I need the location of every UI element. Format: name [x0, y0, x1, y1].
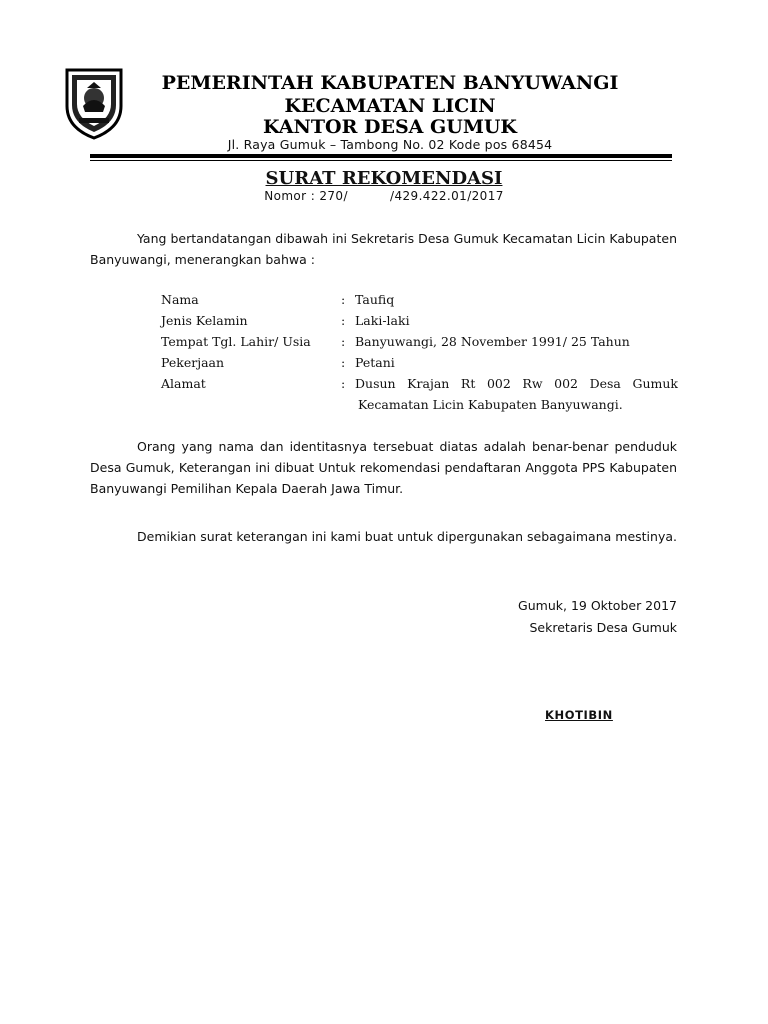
identity-separator: : — [341, 292, 346, 307]
identity-row-birth — [161, 334, 681, 355]
body-text: Orang yang nama dan identitasnya tersebuat diatas adalah benar-benar penduduk Desa Gumuk, Keterangan ini dibuat Untuk rekomendasi pendaftaran Anggota PPS Kabupaten Banyuwangi Pemilihan Kepala Daerah Jawa Timur. — [90, 439, 677, 496]
signatory-name: KHOTIBIN — [545, 708, 613, 722]
closing-paragraph — [90, 526, 677, 547]
letterhead-divider-thin — [90, 160, 672, 161]
body-paragraph — [90, 436, 677, 499]
identity-row-gender — [161, 313, 681, 334]
letter-title: SURAT REKOMENDASI — [265, 168, 503, 189]
identity-label: Tempat Tgl. Lahir/ Usia — [161, 334, 311, 349]
identity-label: Alamat — [161, 376, 206, 391]
identity-row-address-cont — [161, 397, 681, 418]
identity-value-continuation: Kecamatan Licin Kabupaten Banyuwangi. — [358, 397, 623, 412]
signature-role: Sekretaris Desa Gumuk — [529, 620, 677, 635]
identity-value: Dusun Krajan Rt 002 Rw 002 Desa Gumuk — [355, 376, 678, 391]
letterhead-office: KANTOR DESA GUMUK — [263, 116, 517, 138]
identity-value: Laki-laki — [355, 313, 410, 328]
identity-label: Nama — [161, 292, 199, 307]
letterhead-district: KECAMATAN LICIN — [284, 95, 496, 117]
identity-separator: : — [341, 334, 346, 349]
identity-label: Jenis Kelamin — [161, 313, 248, 328]
identity-separator: : — [341, 376, 346, 391]
identity-row-address — [161, 376, 681, 397]
identity-separator: : — [341, 355, 346, 370]
identity-value: Taufiq — [355, 292, 395, 307]
letter-number: Nomor : 270/ /429.422.01/2017 — [264, 189, 504, 203]
letterhead-divider-thick — [90, 154, 672, 158]
identity-value: Petani — [355, 355, 395, 370]
closing-text: Demikian surat keterangan ini kami buat untuk dipergunakan sebagaimana mestinya. — [137, 529, 677, 544]
letterhead-address: Jl. Raya Gumuk – Tambong No. 02 Kode pos 68454 — [227, 137, 553, 152]
signature-place-date: Gumuk, 19 Oktober 2017 — [518, 598, 677, 613]
letterhead-government: PEMERINTAH KABUPATEN BANYUWANGI — [161, 72, 619, 94]
regency-crest-icon — [63, 66, 125, 140]
intro-paragraph — [90, 228, 677, 270]
identity-separator: : — [341, 313, 346, 328]
identity-value: Banyuwangi, 28 November 1991/ 25 Tahun — [355, 334, 630, 349]
identity-label: Pekerjaan — [161, 355, 225, 370]
identity-row-occupation — [161, 355, 681, 376]
identity-table — [161, 292, 681, 418]
identity-row-name — [161, 292, 681, 313]
intro-text: Yang bertandatangan dibawah ini Sekretaris Desa Gumuk Kecamatan Licin Kabupaten Banyuwangi, menerangkan bahwa : — [90, 231, 677, 267]
